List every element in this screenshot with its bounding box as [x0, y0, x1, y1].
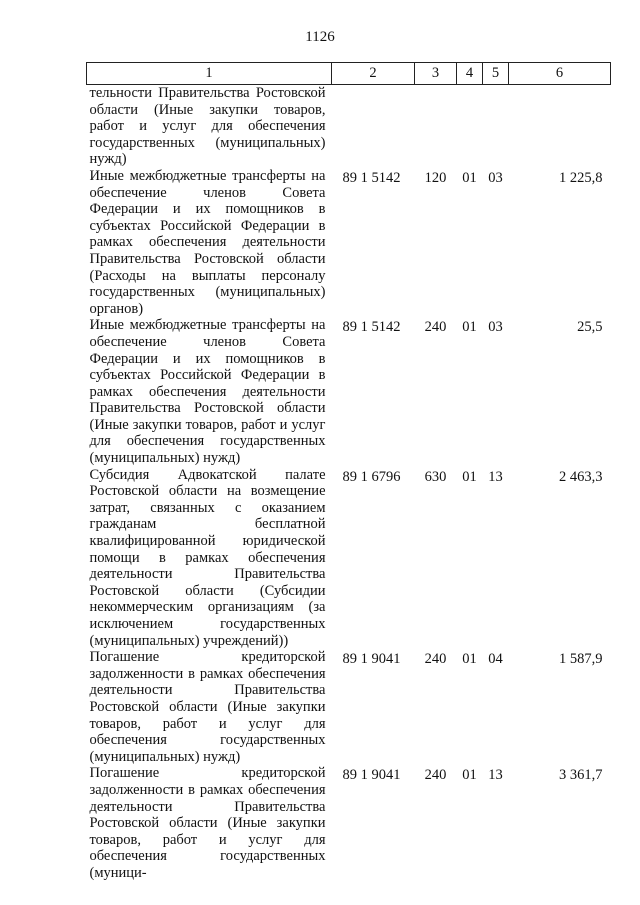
row-expense-type: 630 [424, 468, 447, 485]
row-subsection: 04 [488, 651, 503, 668]
table-header [87, 63, 611, 85]
header-col-5: 5 [483, 63, 509, 85]
header-col-6: 6 [509, 63, 611, 85]
row-amount: 3 361,7 [559, 767, 603, 784]
row-amount [509, 85, 611, 168]
header-col-2: 2 [332, 63, 415, 85]
row-subsection: 03 [488, 319, 503, 336]
row-target-code: 89 1 6796 [342, 468, 401, 485]
table-row [87, 649, 611, 765]
table-row [87, 85, 611, 168]
row-name: Субсидия Адвокатской палате Ростовской области на возмещение затрат, связанных с оказанием гражданам бесплатной квалифицированной юридической помощи в рамках обеспечения деятельности Правительства Ростовской области (Субсидии некоммерческим организациям (за исключением государственных (муниципальных) учреждений)) [89, 466, 326, 649]
row-expense-type: 240 [424, 767, 447, 784]
row-name: Иные межбюджетные трансферты на обеспечение членов Совета Федерации и их помощников в субъектах Российской Федерации в рамках обеспечения деятельности Правительства Ростовской области (Иные закупки товаров, работ и услуг для обеспечения государственных (муниципальных) нужд) [89, 317, 326, 467]
row-name: Погашение кредиторской задолженности в рамках обеспечения деятельности Правительства Ростовской области (Иные закупки товаров, работ и услуг для обеспечения государственных (муниципальных) нужд) [89, 649, 326, 765]
header-row [87, 63, 611, 85]
header-col-1: 1 [87, 63, 332, 85]
row-subsection: 13 [488, 468, 503, 485]
row-amount: 1 587,9 [559, 651, 603, 668]
row-subsection: 13 [488, 767, 503, 784]
table-body [87, 85, 611, 882]
header-col-4: 4 [457, 63, 483, 85]
table-row [87, 317, 611, 466]
row-subsection [483, 85, 509, 168]
row-target-code: 89 1 5142 [342, 169, 401, 186]
row-section: 01 [462, 767, 477, 784]
row-expense-type: 240 [424, 319, 447, 336]
page-number: 1126 [305, 29, 335, 45]
row-name: тельности Правительства Ростовской области (Иные закупки товаров, работ и услуг для обеспечения государственных (муниципальных) нужд) [89, 85, 326, 168]
row-target-code: 89 1 5142 [342, 319, 401, 336]
row-amount: 2 463,3 [559, 468, 603, 485]
row-section [457, 85, 483, 168]
budget-table [86, 62, 611, 882]
header-col-3: 3 [415, 63, 457, 85]
row-target-code: 89 1 9041 [342, 767, 401, 784]
row-expense-type: 240 [424, 651, 447, 668]
row-section: 01 [462, 169, 477, 186]
table-row [87, 765, 611, 881]
row-name: Погашение кредиторской задолженности в рамках обеспечения деятельности Правительства Ростовской области (Иные закупки товаров, работ и услуг для обеспечения государственных (муници- [89, 765, 326, 881]
row-expense-type [415, 85, 457, 168]
row-target-code [332, 85, 415, 168]
row-amount: 25,5 [577, 319, 603, 336]
row-subsection: 03 [488, 169, 503, 186]
row-amount: 1 225,8 [559, 169, 603, 186]
table-row [87, 168, 611, 317]
row-expense-type: 120 [424, 169, 447, 186]
row-target-code: 89 1 9041 [342, 651, 401, 668]
row-section: 01 [462, 319, 477, 336]
row-name: Иные межбюджетные трансферты на обеспечение членов Совета Федерации и их помощников в субъектах Российской Федерации в рамках обеспечения деятельности Правительства Ростовской области (Расходы на выплаты персоналу государственных (муниципальных) органов) [89, 167, 326, 317]
table-row [87, 467, 611, 650]
row-section: 01 [462, 651, 477, 668]
row-section: 01 [462, 468, 477, 485]
